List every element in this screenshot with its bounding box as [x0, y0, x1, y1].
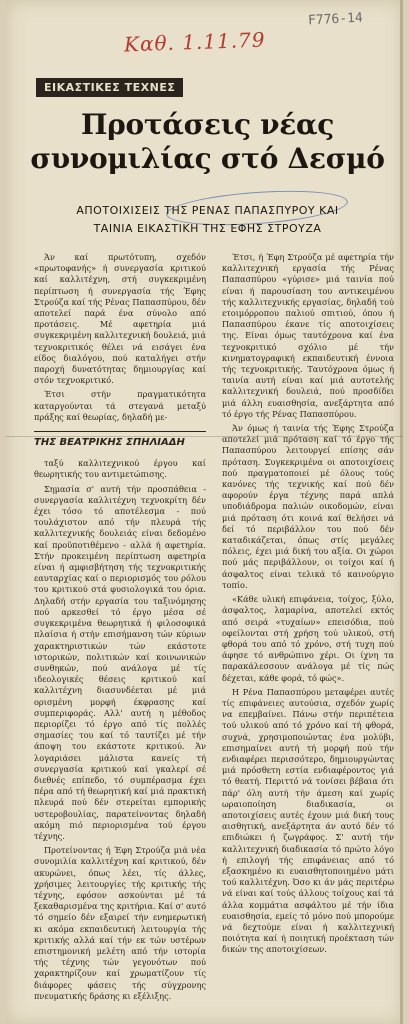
subhead-line-1: ΑΠΟΤΟΙΧΙΣΕΙΣ ΤΗΣ ΡΕΝΑΣ ΠΑΠΑΣΠΥΡΟΥ ΚΑΙ [76, 204, 339, 217]
section-label: ΕΙΚΑΣΤΙΚΕΣ ΤΕΧΝΕΣ [36, 78, 183, 97]
paper-edge [400, 0, 403, 1024]
archive-code: F776-14 [307, 10, 364, 29]
subheadline [26, 202, 389, 238]
paragraph: Έτσι στήν πραγματικότητα καταργούνται τά στεγανά μεταξύ πράξης καί θεωρίας, δηλαδή με- [34, 389, 206, 422]
paragraph: ταξύ καλλιτεχνικού έργου καί θεωρητικής του αντιμετώπισης. [34, 458, 206, 480]
subhead-line-2: ΤΑΙΝΙΑ ΕΙΚΑΣΤΙΚΗ ΤΗΣ ΕΦΗΣ ΣΤΡΟΥΖΑ [93, 222, 322, 235]
headline: Προτάσεις νέας συνομιλίας στό Δεσμό [30, 108, 385, 175]
right-column [222, 252, 394, 959]
left-column [34, 252, 206, 1005]
handwritten-date: Καθ. 1.11.79 [123, 27, 266, 57]
paragraph: Η Ρένα Παπασπύρου μεταφέρει αυτές τίς επιφάνειες αυτούσια, σχεδόν χωρίς να επεμβαίνει. Πάνω στήν περιπέτεια τού υλικού από τό χρόνο καί τή φθορά, συχνά, χρησιμοποιώντας ένα μολύβι, επισημαίνει αυτή τή μορφή πού τήν ενδιαφέρει περισσότερο, δημιουργώντας μιά πρόσθετη εστία ενδιαφέροντος γιά τό θεατή. Περιττό νά τονίσει βέβαια ότι πάρ' όλη αυτή τήν άμεση καί χωρίς ωραιοποίηση διαδικασία, οι αποτοιχίσεις αυτές έχουν μιά δική τους αισθητική, ανεξάρτητα άν αυτό δέν τό επιδιώκει ή ζωγράφος. Σ' αυτή τήν καλλιτεχνική διαδικασία τό πρώτο λόγο ή επιλογή τής επιφάνειας από τό εξασκημένο κι ευαισθητοποιημένο μάτι τού καλλιτέχνη. Όσο κι άν μάς περιτέρω νά είναι καί τούς άλλους τοίχους καί τά άλλα κομμάτια ασφάλτου μέ τήν ίδια ευαισθησία, εμείς τό μόνο πού μπορούμε νά δεχτούμε είναι ή καλλιτεχνική ποιότητα καί ή ποιητική προέκταση τών δικών της αποτοιχίσεων. [222, 686, 394, 955]
newspaper-clipping [6, 0, 403, 1024]
byline: ΤΗΣ ΒΕΑΤΡΙΚΗΣ ΣΠΗΛΙΑΔΗ [34, 431, 206, 448]
paragraph: «Κάθε υλική επιφάνεια, τοίχος, ξύλο, άσφαλτος, λαμαρίνα, αποτελεί εκτός από σειρά «τυχαίων» επεισόδια, πού οφείλονται στή χρήση τού υλικού, στή φθορά του από τό χρόνο, στή τυχη πού άφησε τό ανθρώπινο χέρι. Οι ίχνη τα παρακάλεσσουν ανάλογα μέ τίς πώς δέχεται, κάθε φορά, τό φώς». [222, 594, 394, 683]
paragraph: Προτείνοντας ή Έφη Στρούζα μιά νέα συνομιλία καλλιτέχνη καί κριτικού, δέν ακυρώνει, όπως λέει, τίς άλλες, χρήσιμες λειτουργίες τής κριτικής τής τέχνης, εφόσον ασκούνται μέ τά ξεκαθαρισμένα της κριτήρια. Καί σ' αυτό τό σημείο δέν εξαιρεί τήν ενημερωτική κι ακόμα εκπαιδευτική λειτουργία τής κριτικής αλλά καί τήν εκ τών υστέρων επιστημονική μελέτη από τήν ιστορία τής τέχνης τών γεγονότων πού χαρακτηρίζουν καί χρωματίζουν τίς διάφορες φάσεις τής σύγχρονης πνευματικής δράσης κι εξέλιξης. [34, 845, 206, 1001]
paragraph: Άν όμως ή ταινία τής Έφης Στρούζα αποτελεί μιά πρόταση καί τό έργο τής Παπασπύρου λειτουργεί επίσης σάν πρόταση. Συγκεκριμένα οι αποτοιχίσεις πού πραγματοποιεί μέ όλους τούς κανόνες τής τεχνικής καί πού δέν αφορούν έργα τέχνης παρά απλά υποδιάδρομα παλιών οικοδομών, είναι μιά πρόταση ότι κοινά καί θελήσει νά δεί τό περιβάλλον του πού δέν καταδικάζεται, όπως στίς μεγάλες πόλεις, έχει μιά δική του αξία. Οι χώροι πού μάς περιβάλλουν, οι τοίχοι καί ή άσφαλτος είναι τελικά τό καινούργιο τοπίο. [222, 423, 394, 590]
paragraph: Άν καί πρωτότυπη, σχεδόν «πρωτοφανής» ή συνεργασία κριτικού καί καλλιτέχνη, στή συγκεκριμένη περίπτωση ή συνεργασία τής Έφης Στρούζα καί τής Ρένας Παπασπύρου, δέν αποτελεί παρά ένα σύνολο από προτάσεις. Μέ αφετηρία μιά συγκεκριμένη καλλιτεχνική δουλειά, μιά τεχνοκριτικός θέλει νά εισάγει ένα είδος διαλόγου, πού καταλήγει στήν παροχή δυνατότητας δημιουργίας καί στόν τεχνοκριτικό. [34, 252, 206, 386]
paragraph: Έτσι, ή Έφη Στρούζα μέ αφετηρία τήν καλλιτεχνική εργασία τής Ρένας Παπασπύρου «γύρισε» μιά ταινία πού είναι ή παρουσίαση του αντικειμένου τής καλλιτεχνικής εργασίας, δηλαδή τού ετοιμόρροπου παλιού σπιτιού, όπου ή Παπασπύρου έκανε τίς αποτοιχίσεις της. Είναι όμως ταυτόχρονα καί ένα τεχνοκριτικό σχόλιο μέ τήν κινηματογραφική εκπαιδευτική έννοια τής τεχνοκριτικής. Ταυτόχρονα όμως ή ταινία αυτή είναι καί μιά αυτοτελής καλλιτεχνική δουλειά, πού προσδίδει μιά άλλη ευαισθησία, ανεξάρτητα από τό έργο τής Ρένας Παπασπύρου. [222, 252, 394, 419]
paragraph: Σημασία σ' αυτή τήν προσπάθεια - συνεργασία καλλιτέχνη τεχνοκρίτη δέν έχει τόσο τό αποτέλεσμα - πού τουλάχιστον από τήν πλευρά τής καλλιτεχνικής δουλειάς είναι δεδομένο καί προϋποτιθέμενο - αλλά ή αφετηρία. Στήν προκειμένη περίπτωση αφετηρία είναι ή αμφισβήτηση τής τεχνοκριτικής εαυταρχίας καί ο περιορισμός του ρόλου του κριτικού στά φυσιολογικά του όρια. Δηλαδή στήν εργασία του ταξινόμησης πού αρκεσθεί τό έργο μέσα σέ συγκεκριμένα θεωρητικά ή φιλοσοφικά πλαίσια ή στήν επισήμανση τών κύριων χαρακτηριστικών τών εκάστοτε ιστορικών, πολιτικών καί κοινωνικών συνθηκών, πού ανάλογα μέ τίς ιδεολογικές θέσεις κριτικού καί καλλιτέχνη διασυνδέεται μέ μιά ορισμένη μορφή έκφρασης καί συμπεριφοράς. Αλλ' αυτή η μέθοδος περιορίζει τό έργο από τίς πολλές σημασίες του καί τό ταυτίζει μέ τήν άποψη του εκάστοτε κριτικού. Άν λογαριάσει μάλιστα κανείς τή συνεργασία κριτικού καί γκαλερί σέ διεθνές επίπεδο, τό συμπέρασμα έχει πέρα από τή θεωρητική καί μιά πρακτική πλευρά πού δέν στερείται εμπορικής υστεροβουλίας, παρατείνοντας δηλαδή ακόμη πιό περιορισμένα τού έργου τέχνης. [34, 483, 206, 841]
